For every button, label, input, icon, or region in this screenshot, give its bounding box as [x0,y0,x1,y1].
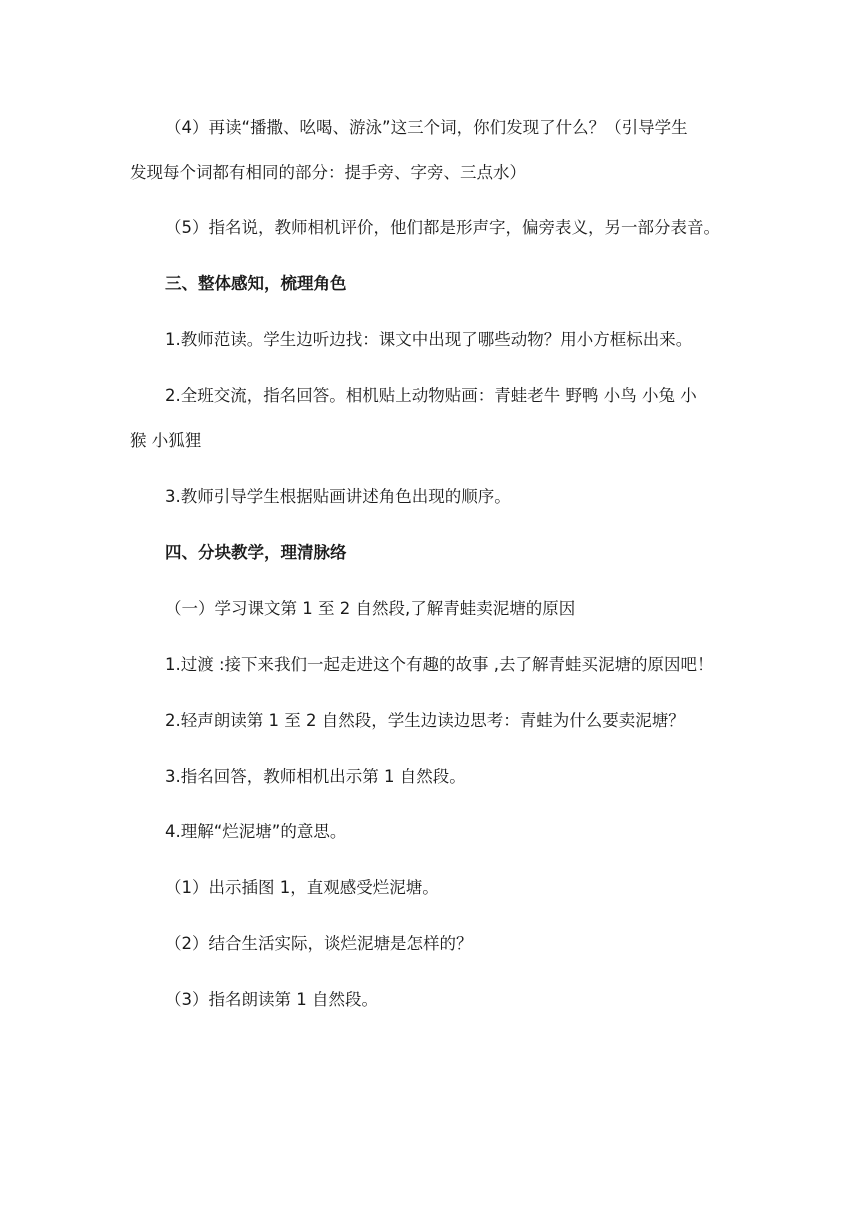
paragraph-line: 发现每个词都有相同的部分：提手旁、字旁、三点水） [130,163,526,182]
paragraph-line: （3）指名朗读第 1 自然段。 [165,990,378,1009]
paragraph-line: （5）指名说，教师相机评价，他们都是形声字，偏旁表义，另一部分表音。 [165,218,720,237]
subsection-heading: （一）学习课文第 1 至 2 自然段,了解青蛙卖泥塘的原因 [165,599,576,618]
paragraph-line: 4.理解“烂泥塘”的意思。 [165,822,347,841]
paragraph-line: 2.全班交流，指名回答。相机贴上动物贴画：青蛙老牛 野鸭 小鸟 小兔 小 [165,386,697,405]
paragraph-line: （1）出示插图 1，直观感受烂泥塘。 [165,878,439,897]
paragraph-line: 3.指名回答，教师相机出示第 1 自然段。 [165,767,466,786]
paragraph-line: 2.轻声朗读第 1 至 2 自然段，学生边读边思考：青蛙为什么要卖泥塘？ [165,711,685,730]
paragraph-line: （2）结合生活实际，谈烂泥塘是怎样的？ [165,934,473,953]
paragraph-line: 1.教师范读。学生边听边找：课文中出现了哪些动物？用小方框标出来。 [165,330,693,349]
paragraph-line: （4）再读“播撒、吆喝、游泳”这三个词，你们发现了什么？（引导学生 [165,118,688,137]
section-heading: 四、分块教学，理清脉络 [165,543,347,562]
section-heading: 三、整体感知，梳理角色 [165,274,347,293]
paragraph-line: 3.教师引导学生根据贴画讲述角色出现的顺序。 [165,487,511,506]
paragraph-line: 1.过渡 :接下来我们一起走进这个有趣的故事 ,去了解青蛙买泥塘的原因吧！ [165,655,714,674]
paragraph-line: 猴 小狐狸 [130,431,202,450]
